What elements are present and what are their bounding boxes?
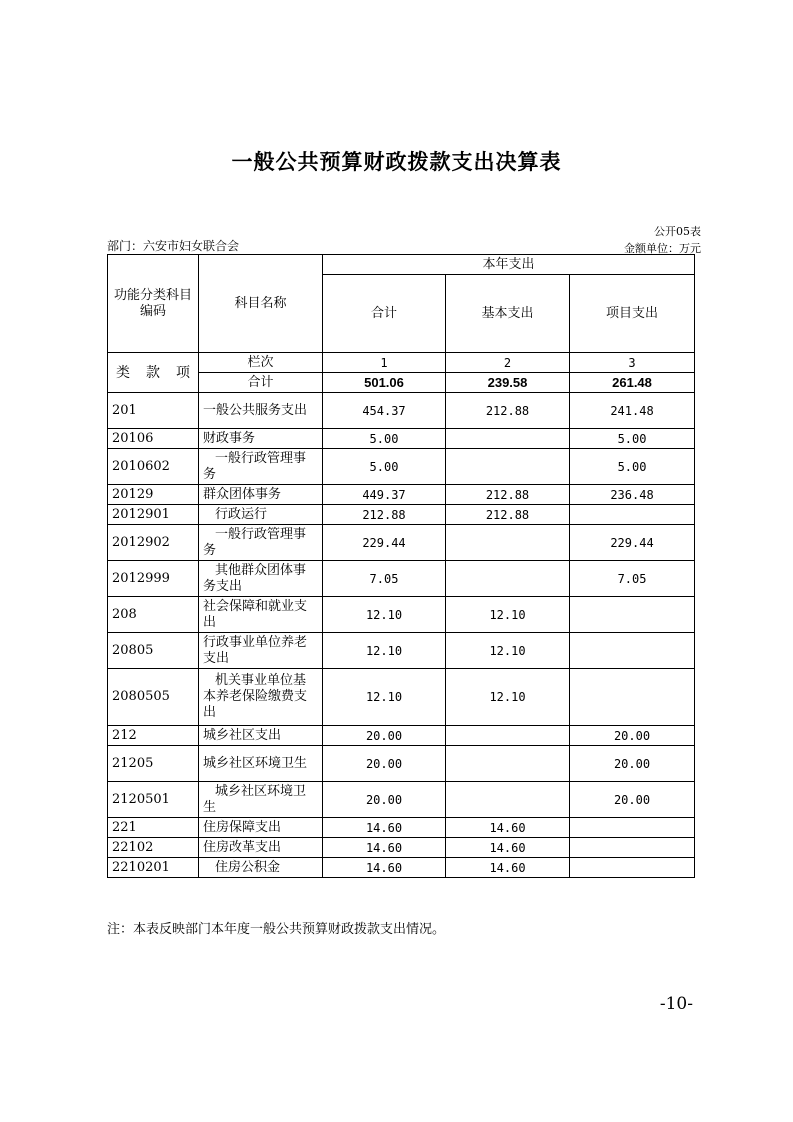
row-project: 229.44	[570, 525, 695, 561]
row-basic: 14.60	[446, 858, 570, 878]
row-basic: 212.88	[446, 505, 570, 525]
sum-total: 501.06	[323, 373, 446, 393]
page-title: 一般公共预算财政拨款支出决算表	[231, 149, 562, 174]
sum-basic: 239.58	[446, 373, 570, 393]
header-n1: 1	[323, 353, 446, 373]
table-row	[108, 597, 695, 633]
row-code: 2012999	[108, 561, 199, 597]
row-project	[570, 669, 695, 726]
table-note: 注：本表反映部门本年度一般公共预算财政拨款支出情况。	[107, 922, 446, 937]
table-row	[108, 485, 695, 505]
row-code: 2010602	[108, 449, 199, 485]
row-code: 20805	[108, 633, 199, 669]
row-basic: 212.88	[446, 485, 570, 505]
row-basic: 14.60	[446, 838, 570, 858]
page-number: -10-	[659, 994, 693, 1014]
row-name: 其他群众团体事务支出	[199, 561, 323, 597]
row-code: 2120501	[108, 782, 199, 818]
row-code: 20129	[108, 485, 199, 505]
table-row	[108, 429, 695, 449]
row-code: 21205	[108, 746, 199, 782]
row-name: 一般行政管理事务	[199, 449, 323, 485]
row-total: 20.00	[323, 746, 446, 782]
row-code: 2012902	[108, 525, 199, 561]
row-total: 20.00	[323, 726, 446, 746]
row-name: 财政事务	[199, 429, 323, 449]
table-row	[108, 561, 695, 597]
row-name: 住房改革支出	[199, 838, 323, 858]
sum-project: 261.48	[570, 373, 695, 393]
table-row	[108, 449, 695, 485]
row-project	[570, 858, 695, 878]
row-code: 20106	[108, 429, 199, 449]
row-basic: 212.88	[446, 393, 570, 429]
header-n2: 2	[446, 353, 570, 373]
header-subject-name: 科目名称	[199, 255, 323, 353]
table-row	[108, 669, 695, 726]
row-name: 一般公共服务支出	[199, 393, 323, 429]
row-basic: 12.10	[446, 633, 570, 669]
row-total: 454.37	[323, 393, 446, 429]
row-name: 城乡社区环境卫生	[199, 746, 323, 782]
table-row	[108, 838, 695, 858]
table-row	[108, 393, 695, 429]
row-code: 2012901	[108, 505, 199, 525]
row-name: 住房公积金	[199, 858, 323, 878]
header-xiang: 项	[176, 364, 190, 381]
row-code: 221	[108, 818, 199, 838]
row-project: 236.48	[570, 485, 695, 505]
row-total: 229.44	[323, 525, 446, 561]
row-code: 208	[108, 597, 199, 633]
table-row	[108, 858, 695, 878]
row-name: 住房保障支出	[199, 818, 323, 838]
row-total: 20.00	[323, 782, 446, 818]
row-name: 机关事业单位基本养老保险缴费支出	[199, 669, 323, 726]
row-project	[570, 597, 695, 633]
header-kuan: 款	[146, 364, 160, 381]
row-basic: 14.60	[446, 818, 570, 838]
row-project	[570, 505, 695, 525]
header-col-basic: 基本支出	[446, 275, 570, 353]
row-project: 20.00	[570, 726, 695, 746]
row-basic	[446, 429, 570, 449]
row-project: 5.00	[570, 449, 695, 485]
row-total: 7.05	[323, 561, 446, 597]
row-basic	[446, 449, 570, 485]
row-project: 5.00	[570, 429, 695, 449]
row-basic	[446, 746, 570, 782]
row-code: 212	[108, 726, 199, 746]
table-row	[108, 505, 695, 525]
row-basic: 12.10	[446, 597, 570, 633]
row-name: 行政运行	[199, 505, 323, 525]
row-name: 一般行政管理事务	[199, 525, 323, 561]
row-total: 212.88	[323, 505, 446, 525]
sum-label: 合计	[199, 373, 323, 393]
row-code: 2210201	[108, 858, 199, 878]
department-label: 部门：六安市妇女联合会	[107, 239, 240, 253]
row-code: 22102	[108, 838, 199, 858]
row-basic	[446, 525, 570, 561]
table-row	[108, 782, 695, 818]
header-lanci: 栏次	[199, 353, 323, 373]
row-code: 201	[108, 393, 199, 429]
row-total: 12.10	[323, 633, 446, 669]
table-row	[108, 726, 695, 746]
form-code: 公开05表	[654, 225, 701, 238]
header-col-project: 项目支出	[570, 275, 695, 353]
table-row	[108, 746, 695, 782]
row-total: 14.60	[323, 838, 446, 858]
table-row	[108, 818, 695, 838]
header-lei: 类	[116, 364, 130, 381]
header-category-cell	[108, 353, 199, 393]
row-project	[570, 818, 695, 838]
row-total: 14.60	[323, 858, 446, 878]
row-total: 14.60	[323, 818, 446, 838]
row-basic	[446, 561, 570, 597]
row-name: 行政事业单位养老支出	[199, 633, 323, 669]
row-name: 社会保障和就业支出	[199, 597, 323, 633]
row-total: 12.10	[323, 669, 446, 726]
row-project: 7.05	[570, 561, 695, 597]
row-total: 5.00	[323, 449, 446, 485]
row-project: 20.00	[570, 746, 695, 782]
row-total: 5.00	[323, 429, 446, 449]
expenditure-table	[107, 254, 695, 878]
header-col-total: 合计	[323, 275, 446, 353]
row-basic	[446, 782, 570, 818]
row-basic: 12.10	[446, 669, 570, 726]
row-project	[570, 838, 695, 858]
row-code: 2080505	[108, 669, 199, 726]
header-func-code: 功能分类科目编码	[108, 255, 199, 353]
row-project: 241.48	[570, 393, 695, 429]
unit-label: 金额单位：万元	[624, 242, 701, 255]
row-project	[570, 633, 695, 669]
row-name: 城乡社区支出	[199, 726, 323, 746]
row-name: 城乡社区环境卫生	[199, 782, 323, 818]
row-project: 20.00	[570, 782, 695, 818]
header-n3: 3	[570, 353, 695, 373]
row-basic	[446, 726, 570, 746]
row-name: 群众团体事务	[199, 485, 323, 505]
table-row	[108, 633, 695, 669]
table-row	[108, 525, 695, 561]
header-current-year: 本年支出	[323, 255, 695, 275]
row-total: 449.37	[323, 485, 446, 505]
row-total: 12.10	[323, 597, 446, 633]
